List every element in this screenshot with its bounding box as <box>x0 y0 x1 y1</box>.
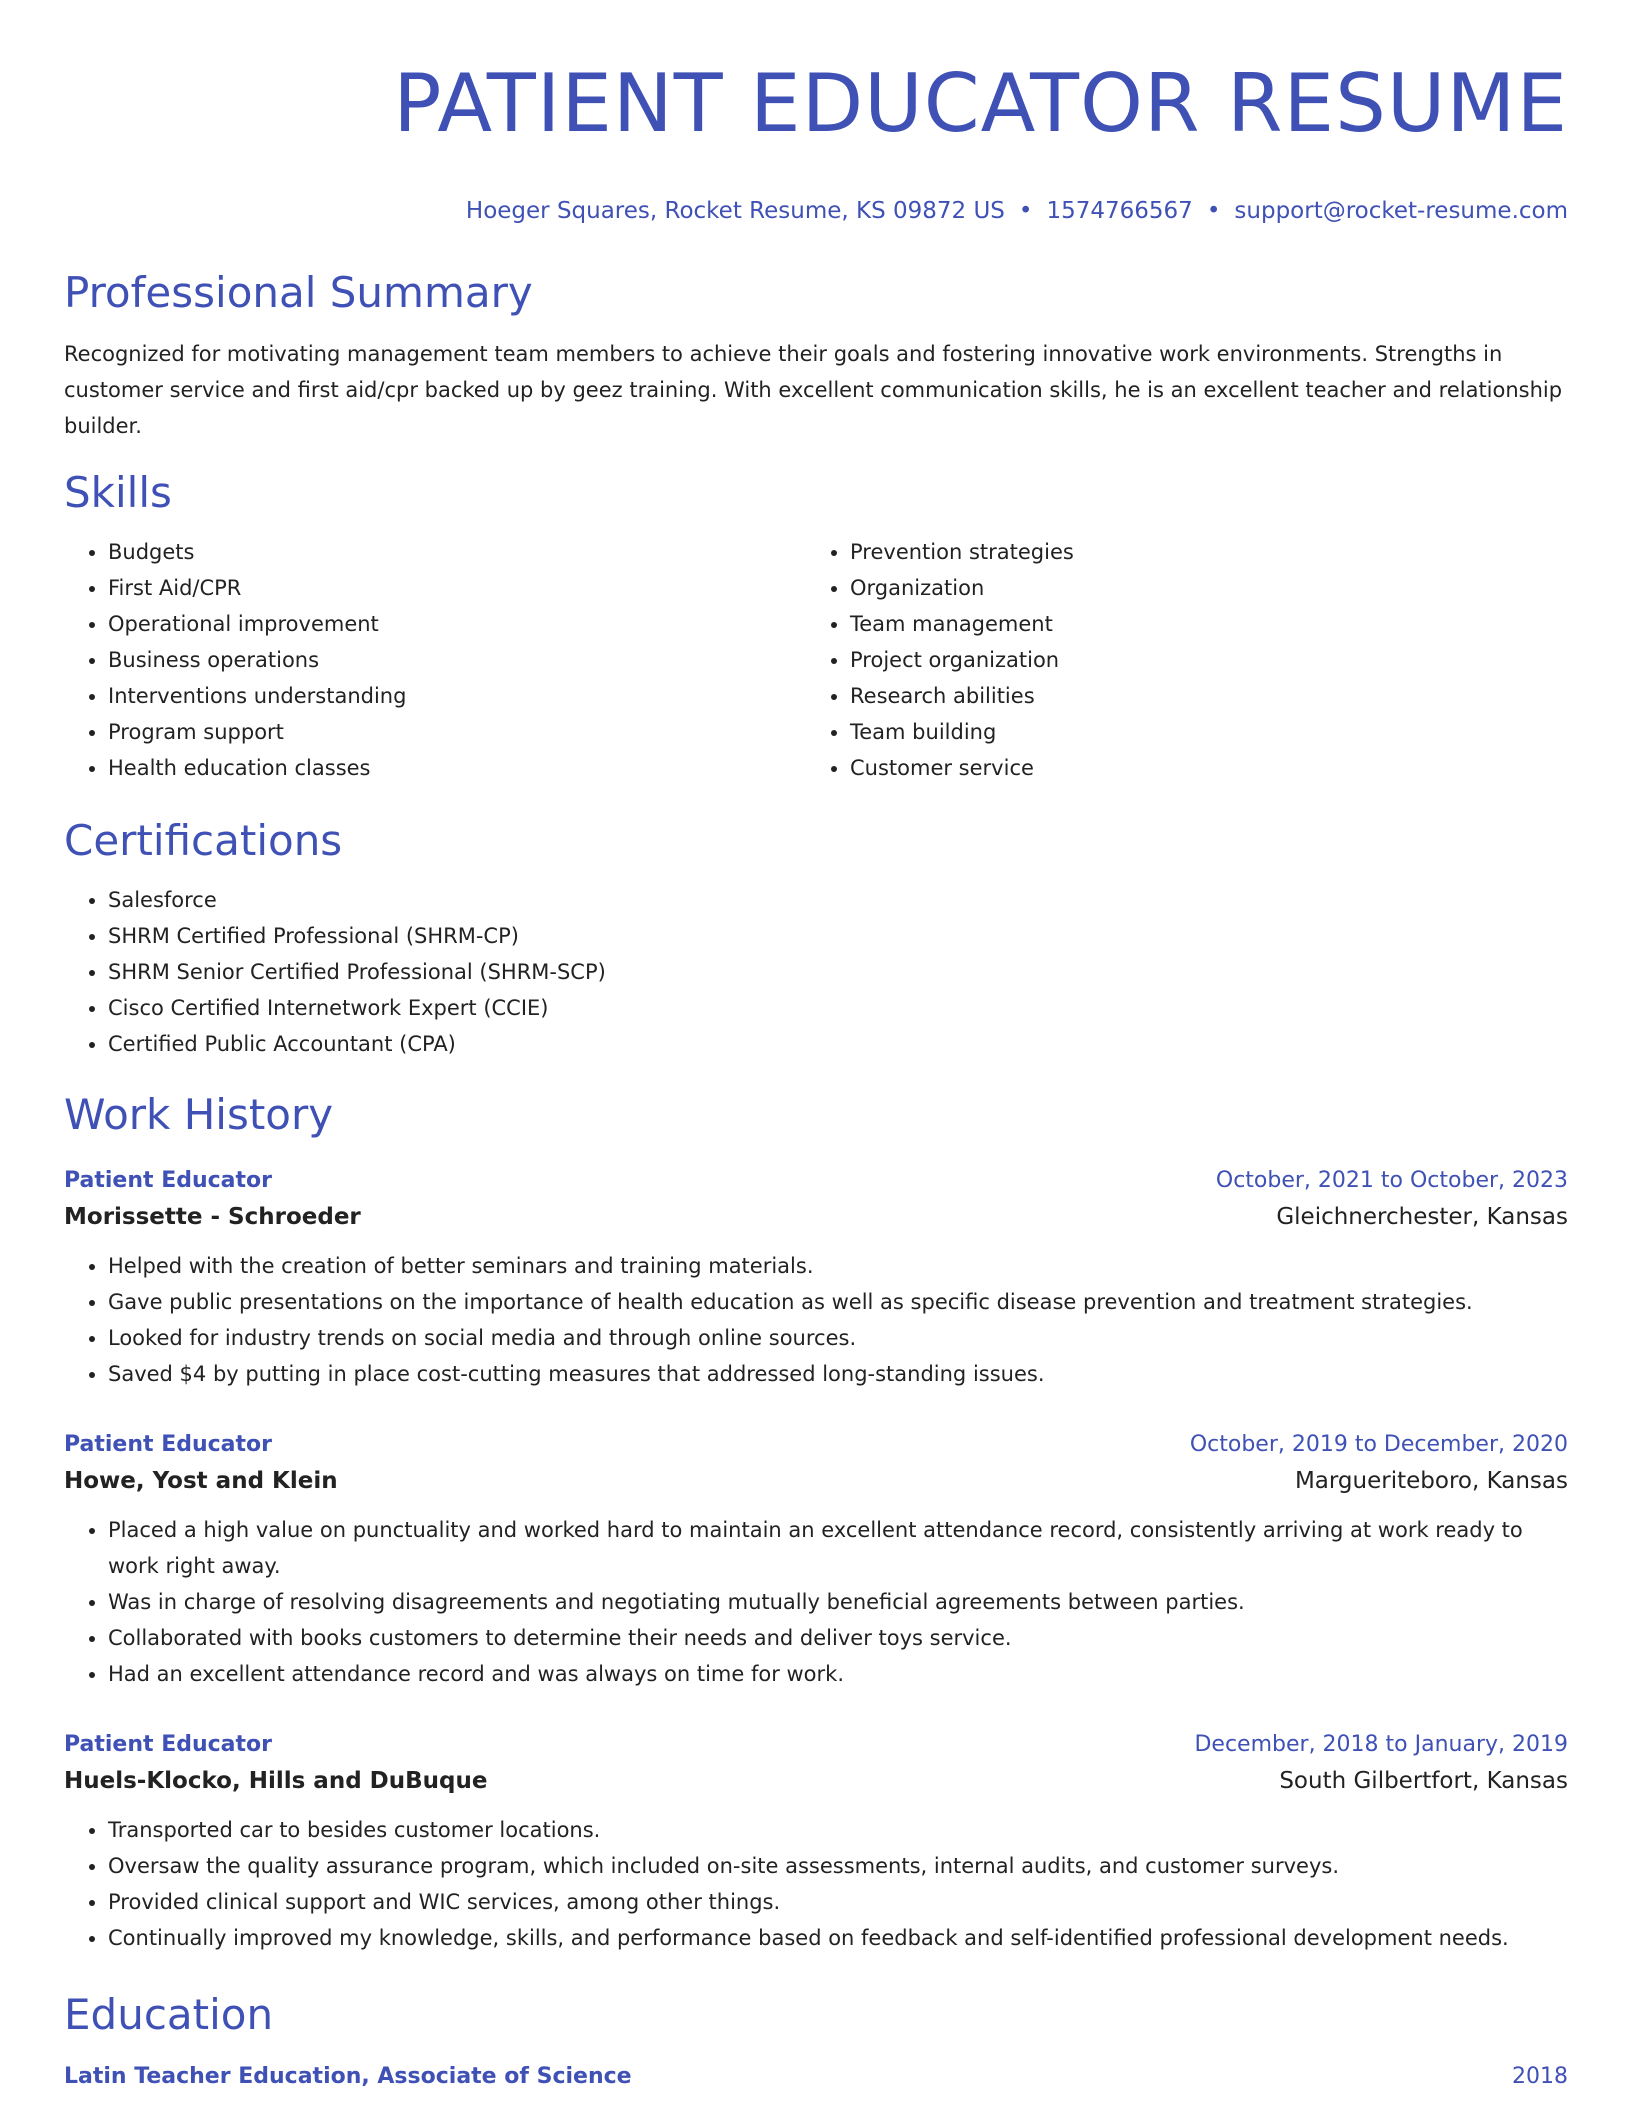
skill-item: • Team management <box>850 606 1548 642</box>
contact-email[interactable]: support@rocket-resume.com <box>1234 198 1568 224</box>
certification-item: • SHRM Certified Professional (SHRM-CP) <box>108 918 1568 954</box>
job-company: Howe, Yost and Klein <box>64 1468 338 1494</box>
job-dates: December, 2018 to January, 2019 <box>1194 1732 1568 1757</box>
job-duties-list <box>64 1248 1568 1392</box>
education-heading: Education <box>64 1990 274 2039</box>
job-duties-list <box>64 1512 1568 1692</box>
job-company: Huels-Klocko, Hills and DuBuque <box>64 1768 488 1794</box>
skill-item: • Customer service <box>850 750 1548 786</box>
job-duty-item: • Placed a high value on punctuality and worked hard to maintain an excellent attendance record, consistently arriving at work ready to work right away. <box>108 1512 1568 1584</box>
skill-item: • Operational improvement <box>108 606 806 642</box>
skill-item: • Interventions understanding <box>108 678 806 714</box>
job-title: Patient Educator <box>64 1168 273 1193</box>
job-duties-list <box>64 1812 1568 1956</box>
skills-heading: Skills <box>64 468 172 517</box>
skill-item: • Organization <box>850 570 1548 606</box>
skill-item: • Program support <box>108 714 806 750</box>
skill-item: • Budgets <box>108 534 806 570</box>
job-entry <box>64 1164 1568 1392</box>
skill-item: • Business operations <box>108 642 806 678</box>
contact-address: Hoeger Squares, Rocket Resume, KS 09872 US <box>465 198 1005 224</box>
skill-item: • Project organization <box>850 642 1548 678</box>
job-duty-item: • Provided clinical support and WIC services, among other things. <box>108 1884 1568 1920</box>
resume-page <box>64 0 1568 2094</box>
job-duty-item: • Looked for industry trends on social media and through online sources. <box>108 1320 1568 1356</box>
job-dates: October, 2021 to October, 2023 <box>1215 1168 1568 1193</box>
skill-item: • Health education classes <box>108 750 806 786</box>
job-entry <box>64 1728 1568 1956</box>
job-location: Margueriteboro, Kansas <box>1294 1468 1568 1494</box>
job-duty-item: • Had an excellent attendance record and was always on time for work. <box>108 1656 1568 1692</box>
certification-item: • SHRM Senior Certified Professional (SHRM-SCP) <box>108 954 1568 990</box>
job-location: Gleichnerchester, Kansas <box>1276 1204 1568 1230</box>
education-entry <box>64 2060 1568 2094</box>
summary-text: Recognized for motivating management team members to achieve their goals and fostering innovative work environments. Strengths in customer service and first aid/cpr backed up by geez training. With excellent communication skills, he is an excellent teacher and relationship builder. <box>64 342 1563 438</box>
summary-heading: Professional Summary <box>64 268 533 317</box>
job-title: Patient Educator <box>64 1432 273 1457</box>
education-degree: Latin Teacher Education, Associate of Science <box>64 2064 632 2089</box>
job-duty-item: • Was in charge of resolving disagreements and negotiating mutually beneficial agreements between parties. <box>108 1584 1568 1620</box>
job-duty-item: • Continually improved my knowledge, skills, and performance based on feedback and self-identified professional development needs. <box>108 1920 1568 1956</box>
contact-line <box>64 196 1568 226</box>
job-duty-item: • Transported car to besides customer locations. <box>108 1812 1568 1848</box>
contact-separator: • <box>1206 198 1221 224</box>
contact-separator: • <box>1018 198 1033 224</box>
skill-item: • Research abilities <box>850 678 1548 714</box>
certification-item: • Salesforce <box>108 882 1568 918</box>
job-duty-item: • Helped with the creation of better seminars and training materials. <box>108 1248 1568 1284</box>
certifications-heading: Certifications <box>64 816 343 865</box>
resume-title: PATIENT EDUCATOR RESUME <box>393 57 1568 150</box>
skill-item: • Team building <box>850 714 1548 750</box>
certification-item: • Certified Public Accountant (CPA) <box>108 1026 1568 1062</box>
job-duty-item: • Oversaw the quality assurance program, which included on-site assessments, internal audits, and customer surveys. <box>108 1848 1568 1884</box>
job-duty-item: • Collaborated with books customers to determine their needs and deliver toys service. <box>108 1620 1568 1656</box>
job-title: Patient Educator <box>64 1732 273 1757</box>
job-location: South Gilbertfort, Kansas <box>1279 1768 1568 1794</box>
job-duty-item: • Saved $4 by putting in place cost-cutting measures that addressed long-standing issues. <box>108 1356 1568 1392</box>
job-company: Morissette - Schroeder <box>64 1204 361 1230</box>
education-year: 2018 <box>1512 2064 1568 2089</box>
certification-item: • Cisco Certified Internetwork Expert (CCIE) <box>108 990 1568 1026</box>
skills-column-right <box>806 534 1548 786</box>
job-entry <box>64 1428 1568 1692</box>
skill-item: • Prevention strategies <box>850 534 1548 570</box>
skill-item: • First Aid/CPR <box>108 570 806 606</box>
contact-phone: 1574766567 <box>1046 198 1193 224</box>
job-duty-item: • Gave public presentations on the importance of health education as well as specific disease prevention and treatment strategies. <box>108 1284 1568 1320</box>
job-dates: October, 2019 to December, 2020 <box>1189 1432 1568 1457</box>
skills-column-left <box>64 534 806 786</box>
work-history-heading: Work History <box>64 1090 334 1139</box>
certifications-list <box>64 882 1568 1062</box>
skills-list <box>64 534 1568 786</box>
